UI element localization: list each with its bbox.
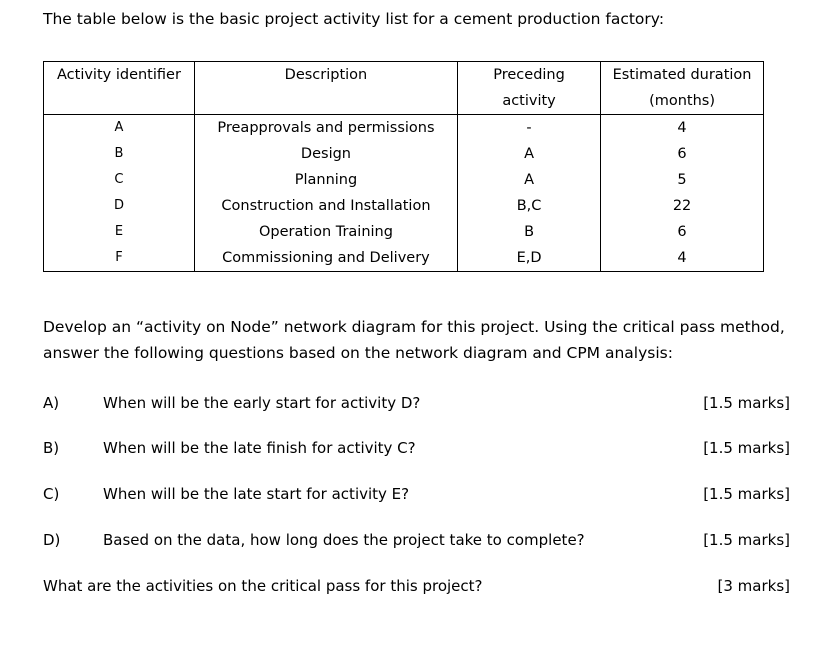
header-duration-line2: (months): [649, 93, 716, 109]
cell-activity-id: F: [44, 245, 195, 272]
table-row: [44, 167, 764, 193]
cell-activity-id: D: [44, 193, 195, 219]
cell-duration: 4: [601, 245, 764, 272]
intro-text: The table below is the basic project activity list for a cement production factory:: [43, 10, 665, 28]
header-preceding-line1: Preceding: [493, 67, 565, 83]
cell-description: Commissioning and Delivery: [194, 245, 457, 272]
question-letter: D): [43, 531, 61, 549]
cell-activity-id: B: [44, 141, 195, 167]
table-row: [44, 141, 764, 167]
cell-preceding: A: [458, 167, 601, 193]
table-row: [44, 245, 764, 272]
table-row: [44, 193, 764, 219]
cell-duration: 6: [601, 219, 764, 245]
question-marks: [1.5 marks]: [703, 394, 790, 412]
task-instructions: Develop an “activity on Node” network diagram for this project. Using the critical pass method, answer the following questions based on the network diagram and CPM analysis:: [43, 318, 785, 362]
cell-activity-id: A: [44, 115, 195, 142]
final-question: [43, 574, 790, 598]
question-text: When will be the late start for activity E?: [103, 485, 410, 503]
header-preceding-line2: activity: [502, 93, 556, 109]
cell-duration: 4: [601, 115, 764, 142]
question-marks: [1.5 marks]: [703, 485, 790, 503]
question-text: When will be the early start for activity D?: [103, 394, 421, 412]
cell-preceding: E,D: [458, 245, 601, 272]
table-row: [44, 115, 764, 142]
header-preceding-activity: [458, 62, 601, 115]
question-marks: [1.5 marks]: [703, 439, 790, 457]
cell-description: Planning: [194, 167, 457, 193]
cell-duration: 22: [601, 193, 764, 219]
question-text: When will be the late finish for activity C?: [103, 439, 416, 457]
cell-preceding: B: [458, 219, 601, 245]
table-row: [44, 219, 764, 245]
cell-preceding: B,C: [458, 193, 601, 219]
cell-activity-id: E: [44, 219, 195, 245]
cell-description: Preapprovals and permissions: [194, 115, 457, 142]
cell-duration: 6: [601, 141, 764, 167]
cell-description: Construction and Installation: [194, 193, 457, 219]
cell-preceding: -: [458, 115, 601, 142]
cell-activity-id: C: [44, 167, 195, 193]
cell-preceding: A: [458, 141, 601, 167]
header-estimated-duration: [601, 62, 764, 115]
table-header-row: [44, 62, 764, 115]
final-question-text: What are the activities on the critical pass for this project?: [43, 577, 483, 595]
question-text: Based on the data, how long does the project take to complete?: [103, 531, 585, 549]
cell-duration: 5: [601, 167, 764, 193]
question-d: [43, 528, 790, 552]
question-letter: C): [43, 485, 60, 503]
question-marks: [1.5 marks]: [703, 531, 790, 549]
header-activity-identifier: Activity identifier: [44, 62, 195, 115]
question-a: [43, 391, 790, 415]
question-letter: A): [43, 394, 60, 412]
header-duration-line1: Estimated duration: [612, 67, 752, 83]
cell-description: Operation Training: [194, 219, 457, 245]
activity-table: [43, 61, 764, 272]
cell-description: Design: [194, 141, 457, 167]
header-description: Description: [194, 62, 457, 115]
question-c: [43, 482, 790, 506]
question-b: [43, 436, 790, 460]
question-letter: B): [43, 439, 60, 457]
final-question-marks: [3 marks]: [717, 577, 790, 595]
